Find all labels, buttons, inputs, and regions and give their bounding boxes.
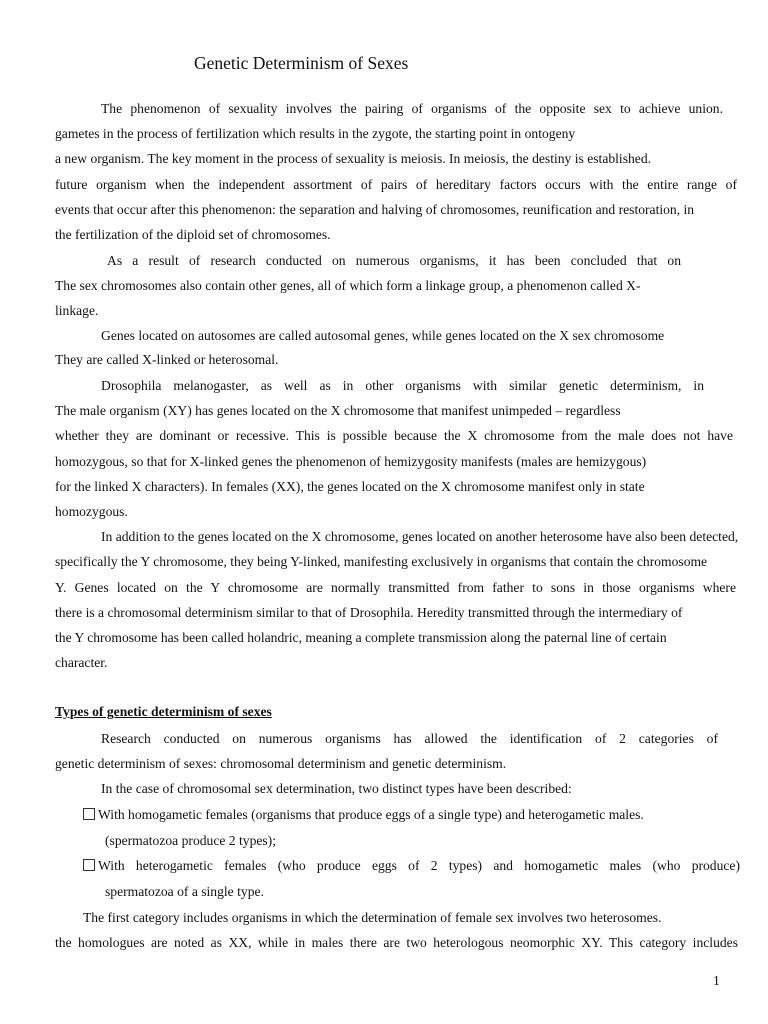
- section-line: In the case of chromosomal sex determination, two distinct types have been described:: [101, 781, 572, 796]
- body-line: The sex chromosomes also contain other genes, all of which form a linkage group, a phenomenon called X-: [55, 278, 641, 293]
- body-line: events that occur after this phenomenon: the separation and halving of chromosomes, reunification and restoration, in: [55, 202, 695, 217]
- body-line: linkage.: [55, 303, 99, 318]
- body-line: Drosophila melanogaster, as well as in other organisms with similar genetic determinism, in: [101, 378, 704, 393]
- section-line: genetic determinism of sexes: chromosomal determinism and genetic determinism.: [55, 756, 507, 771]
- section-line: The first category includes organisms in which the determination of female sex involves two heterosomes.: [83, 910, 662, 925]
- section-line: (spermatozoa produce 2 types);: [105, 833, 276, 848]
- body-line: Y. Genes located on the Y chromosome are normally transmitted from father to sons in those organisms where: [55, 580, 736, 595]
- body-line: homozygous.: [55, 504, 128, 519]
- body-line: They are called X-linked or heterosomal.: [55, 352, 279, 367]
- section-line: the homologues are noted as XX, while in males there are two heterologous neomorphic XY. This category includes: [55, 935, 738, 950]
- body-line: whether they are dominant or recessive. This is possible because the X chromosome from the male does not have: [55, 428, 733, 443]
- body-line: character.: [55, 655, 108, 670]
- body-line: gametes in the process of fertilization which results in the zygote, the starting point in ontogeny: [55, 126, 576, 141]
- section-heading: Types of genetic determinism of sexes: [55, 704, 272, 719]
- bullet-text: With heterogametic females (who produce eggs of 2 types) and homogametic males (who produce): [98, 858, 740, 873]
- bullet-box-icon: [83, 859, 95, 871]
- bullet-text: With homogametic females (organisms that produce eggs of a single type) and heterogametic males.: [98, 807, 644, 822]
- section-line: spermatozoa of a single type.: [105, 884, 264, 899]
- bullet-item: [83, 858, 740, 875]
- bullet-box-icon: [83, 808, 95, 820]
- body-line: The male organism (XY) has genes located on the X chromosome that manifest unimpeded – regardless: [55, 403, 621, 418]
- body-line: future organism when the independent assortment of pairs of hereditary factors occurs with the entire range of: [55, 177, 737, 192]
- body-line: for the linked X characters). In females (XX), the genes located on the X chromosome manifest only in state: [55, 479, 645, 494]
- document-title: Genetic Determinism of Sexes: [194, 53, 409, 73]
- page-number: 1: [713, 973, 720, 988]
- body-line: a new organism. The key moment in the process of sexuality is meiosis. In meiosis, the destiny is established.: [55, 151, 652, 166]
- body-line: As a result of research conducted on numerous organisms, it has been concluded that on: [107, 253, 681, 268]
- body-line: there is a chromosomal determinism similar to that of Drosophila. Heredity transmitted through the intermediary of: [55, 605, 683, 620]
- bullet-item: [83, 807, 644, 823]
- body-line: Genes located on autosomes are called autosomal genes, while genes located on the X sex chromosome: [101, 328, 665, 343]
- body-line: In addition to the genes located on the X chromosome, genes located on another heterosome have also been detected,: [101, 529, 739, 544]
- body-line: homozygous, so that for X-linked genes the phenomenon of hemizygosity manifests (males are hemizygous): [55, 454, 647, 469]
- body-line: The phenomenon of sexuality involves the pairing of organisms of the opposite sex to achieve union.: [101, 101, 723, 116]
- body-line: specifically the Y chromosome, they being Y-linked, manifesting exclusively in organisms that contain the chromosome: [55, 554, 708, 569]
- body-line: the Y chromosome has been called holandric, meaning a complete transmission along the paternal line of certain: [55, 630, 667, 645]
- section-line: Research conducted on numerous organisms has allowed the identification of 2 categories of: [101, 731, 718, 746]
- body-line: the fertilization of the diploid set of chromosomes.: [55, 227, 331, 242]
